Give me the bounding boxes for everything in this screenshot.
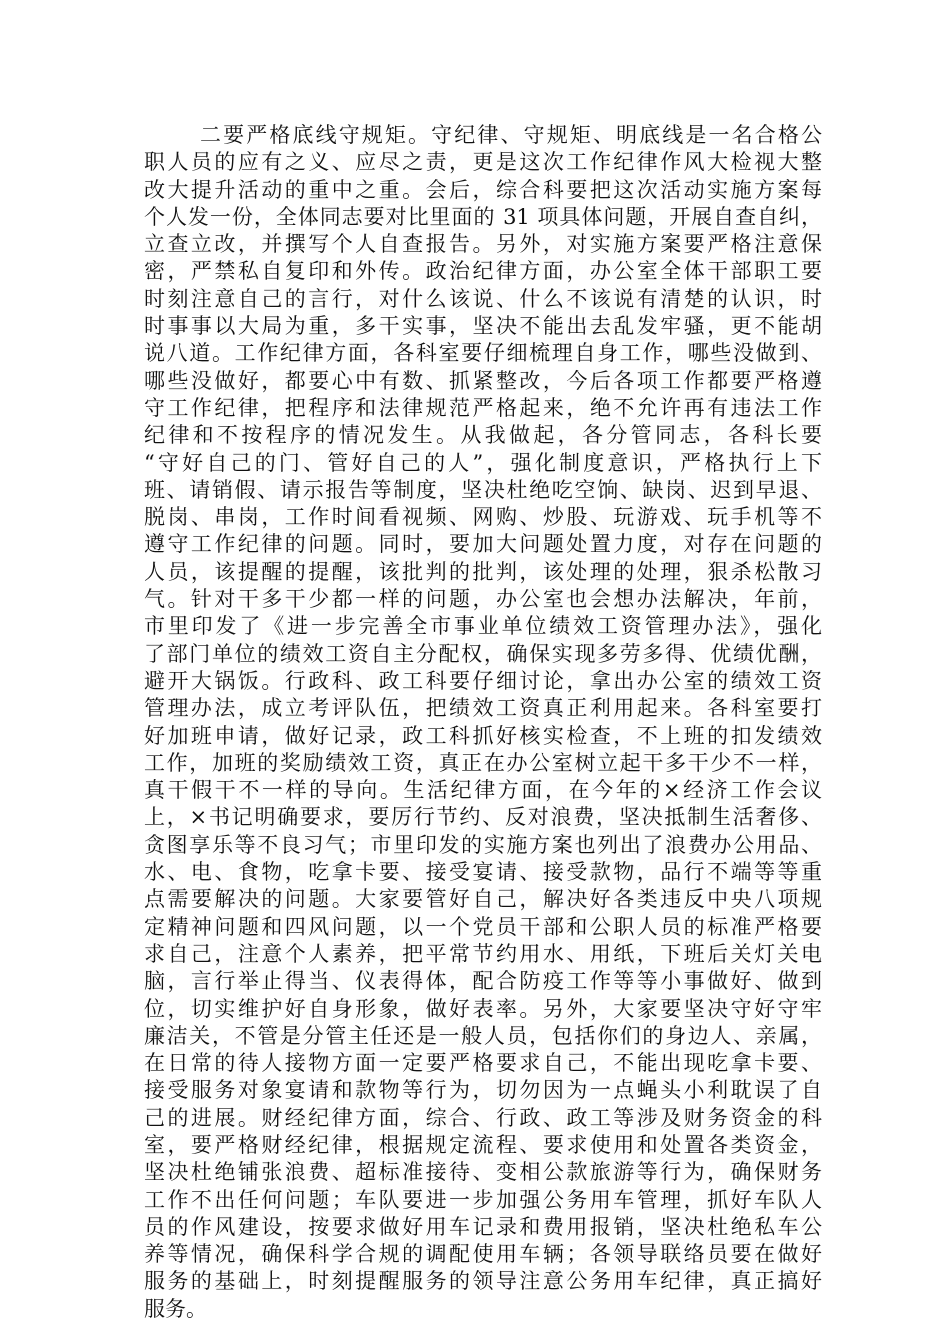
paragraph-line: 密，严禁私自复印和外传。政治纪律方面，办公室全体干部职工要 [144,259,822,284]
paragraph-line: 哪些没做好，都要心中有数、抓紧整改，今后各项工作都要严格遵 [144,368,822,393]
paragraph-line: 服务。 [144,1296,207,1321]
paragraph-line: 工作不出任何问题；车队要进一步加强公务用车管理，抓好车队人 [144,1187,822,1212]
paragraph-line: 养等情况，确保科学合规的调配使用车辆；各领导联络员要在做好 [144,1242,822,1267]
paragraph-line: 服务的基础上，时刻提醒服务的领导注意公务用车纪律，真正搞好 [144,1269,822,1294]
paragraph-line: 室，要严格财经纪律，根据规定流程、要求使用和处置各类资金， [144,1132,822,1157]
paragraph-line: 求自己，注意个人素养，把平常节约用水、用纸，下班后关灯关电 [144,941,822,966]
paragraph-line: 时刻注意自己的言行，对什么该说、什么不该说有清楚的认识，时 [144,286,822,311]
paragraph-line: 坚决杜绝铺张浪费、超标准接待、变相公款旅游等行为，确保财务 [144,1160,822,1185]
paragraph-line: 职人员的应有之义、应尽之责，更是这次工作纪律作风大检视大整 [144,150,822,175]
paragraph-line: 管理办法，成立考评队伍，把绩效工资真正利用起来。各科室要打 [144,696,822,721]
paragraph-line: 立查立改，并撰写个人自查报告。另外，对实施方案要严格注意保 [144,232,822,257]
paragraph-line: 在日常的待人接物方面一定要严格要求自己，不能出现吃拿卡要、 [144,1051,822,1076]
paragraph-line: 位，切实维护好自身形象，做好表率。另外，大家要坚决守好守牢 [144,996,822,1021]
paragraph-line: 好加班申请，做好记录，政工科抓好核实检查，不上班的扣发绩效 [144,723,822,748]
body-paragraph [144,122,822,1323]
paragraph-line: 说八道。工作纪律方面，各科室要仔细梳理自身工作，哪些没做到、 [144,341,822,366]
paragraph-line: 守工作纪律，把程序和法律规范严格起来，绝不允许再有违法工作 [144,395,822,420]
paragraph-line: 己的进展。财经纪律方面，综合、行政、政工等涉及财务资金的科 [144,1105,822,1130]
paragraph-line: 了部门单位的绩效工资自主分配权，确保实现多劳多得、优绩优酬， [144,641,822,666]
paragraph-line: 脑，言行举止得当、仪表得体，配合防疫工作等等小事做好、做到 [144,969,822,994]
paragraph-line: 水、电、食物，吃拿卡要、接受宴请、接受款物，品行不端等等重 [144,860,822,885]
paragraph-line: 时事事以大局为重，多干实事，坚决不能出去乱发牢骚，更不能胡 [144,314,822,339]
paragraph-line: 个人发一份，全体同志要对比里面的 31 项具体问题，开展自查自纠， [144,204,822,229]
paragraph-line: 避开大锅饭。行政科、政工科要仔细讨论，拿出办公室的绩效工资 [144,668,822,693]
paragraph-line: “守好自己的门、管好自己的人”，强化制度意识，严格执行上下 [144,450,822,475]
paragraph-line: 改大提升活动的重中之重。会后，综合科要把这次活动实施方案每 [144,177,822,202]
paragraph-line: 遵守工作纪律的问题。同时，要加大问题处置力度，对存在问题的 [144,532,822,557]
paragraph-line: 上，×书记明确要求，要厉行节约、反对浪费，坚决抵制生活奢侈、 [144,805,822,830]
paragraph-line: 市里印发了《进一步完善全市事业单位绩效工资管理办法》，强化 [144,614,822,639]
paragraph-line: 二要严格底线守规矩。守纪律、守规矩、明底线是一名合格公 [200,123,822,147]
paragraph-line: 气。针对干多干少都一样的问题，办公室也会想办法解决，年前， [144,587,822,612]
paragraph-line: 定精神问题和四风问题，以一个党员干部和公职人员的标准严格要 [144,914,822,939]
paragraph-line: 点需要解决的问题。大家要管好自己，解决好各类违反中央八项规 [144,887,822,912]
paragraph-line: 员的作风建设，按要求做好用车记录和费用报销，坚决杜绝私车公 [144,1214,822,1239]
paragraph-line: 廉洁关，不管是分管主任还是一般人员，包括你们的身边人、亲属， [144,1023,822,1048]
paragraph-line: 班、请销假、请示报告等制度，坚决杜绝吃空饷、缺岗、迟到早退、 [144,477,822,502]
paragraph-line: 纪律和不按程序的情况发生。从我做起，各分管同志，各科长要 [144,423,822,448]
paragraph-line: 接受服务对象宴请和款物等行为，切勿因为一点蝇头小利耽误了自 [144,1078,822,1103]
paragraph-line: 贪图享乐等不良习气；市里印发的实施方案也列出了浪费办公用品、 [144,832,822,857]
paragraph-line: 脱岗、串岗，工作时间看视频、网购、炒股、玩游戏、玩手机等不 [144,505,822,530]
paragraph-line: 人员，该提醒的提醒，该批判的批判，该处理的处理，狠杀松散习 [144,559,822,584]
paragraph-line: 真干假干不一样的导向。生活纪律方面，在今年的×经济工作会议 [144,778,822,803]
paragraph-line: 工作，加班的奖励绩效工资，真正在办公室树立起干多干少不一样， [144,750,822,775]
